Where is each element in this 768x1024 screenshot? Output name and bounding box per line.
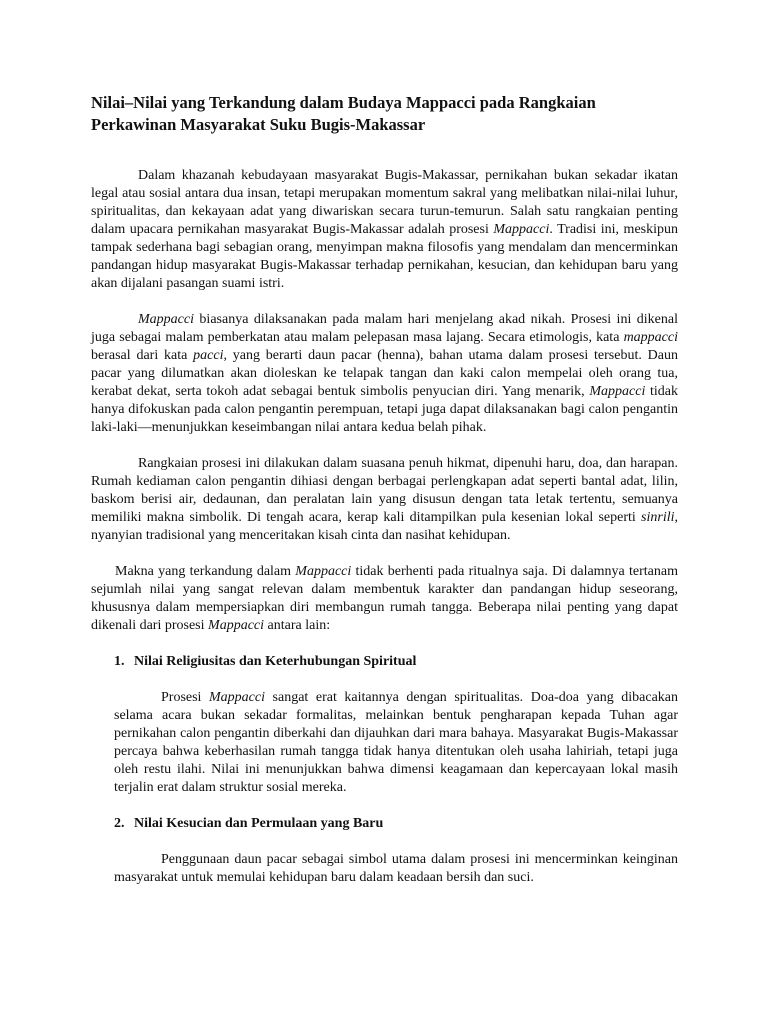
text-run: , nyanyian tradisional yang menceritakan kisah cinta dan nasihat kehidupan. — [91, 510, 678, 543]
text-run: , yang berarti daun pacar (henna), bahan utama dalam prosesi tersebut. Daun pacar yang dilumatkan akan dioleskan ke telapak tangan dan kaki calon mempelai oleh orang tua, kerabat dekat, serta tokoh adat sebagai bentuk simbolis penyucian diri. Yang menarik, — [91, 348, 678, 399]
section-kesucian — [91, 815, 678, 887]
italic-term: sinrili — [641, 510, 675, 525]
italic-term: Mappacci — [589, 384, 646, 399]
paragraph-ceremony — [91, 455, 678, 545]
text-run: Dalam khazanah kebudayaan masyarakat Bugis-Makassar, pernikahan bukan sekadar ikatan legal atau sosial antara dua insan, tetapi merupakan momentum sakral yang melibatkan nilai-nilai luhur, spiritualitas, dan kekayaan adat yang diwariskan secara turun-temurun. Salah satu rangkaian penting dalam upacara pernikahan masyarakat Bugis-Makassar adalah prosesi — [91, 168, 678, 237]
section-title: Nilai Kesucian dan Permulaan yang Baru — [134, 816, 384, 831]
section-heading — [113, 653, 678, 671]
section-number: 1. — [114, 654, 125, 669]
paragraph-values-intro — [91, 563, 678, 635]
document-title: Nilai–Nilai yang Terkandung dalam Budaya Mappacci pada Rangkaian Perkawinan Masyarakat Suku Bugis-Makassar — [91, 93, 596, 134]
paragraph-intro — [91, 167, 678, 293]
italic-term: pacci — [193, 348, 224, 363]
text-run: antara lain: — [264, 618, 331, 633]
section-number: 2. — [114, 816, 125, 831]
text-run: sangat erat kaitannya dengan spiritualitas. Doa-doa yang dibacakan selama acara bukan sekadar formalitas, melainkan bentuk pengharapan kepada Tuhan agar pernikahan calon pengantin diberkahi dan dijauhkan dari mara bahaya. Masyarakat Bugis-Makassar percaya bahwa keberhasilan rumah tangga tidak hanya ditentukan oleh usaha lahiriah, tetapi juga oleh restu ilahi. Nilai ini menunjukkan bahwa dimensi keagamaan dan kepercayaan lokal masih terjalin erat dalam struktur sosial mereka. — [114, 690, 679, 795]
paragraph-definition — [91, 311, 678, 437]
text-run: berasal dari kata — [91, 348, 194, 363]
italic-term: Mappacci — [295, 564, 352, 579]
section-paragraph — [114, 689, 678, 797]
text-run: Rangkaian prosesi ini dilakukan dalam suasana penuh hikmat, dipenuhi haru, doa, dan harapan. Rumah kediaman calon pengantin dihiasi dengan berbagai perlengkapan adat seperti bantal adat, lilin, baskom berisi air, dedaunan, dan peralatan lain yang disusun dengan tata letak tertentu, semuanya memiliki makna simbolik. Di tengah acara, kerap kali ditampilkan pula kesenian lokal seperti — [91, 456, 678, 525]
italic-term: Mappacci — [209, 690, 265, 705]
text-run: Penggunaan daun pacar sebagai simbol utama dalam prosesi ini mencerminkan keinginan masyarakat untuk memulai kehidupan baru dalam keadaan bersih dan suci. — [114, 852, 678, 885]
section-paragraph — [114, 851, 678, 887]
section-title: Nilai Religiusitas dan Keterhubungan Spiritual — [134, 654, 417, 669]
section-religiusitas — [91, 653, 678, 797]
text-run: biasanya dilaksanakan pada malam hari menjelang akad nikah. Prosesi ini dikenal juga sebagai malam pemberkatan atau malam pelepasan masa lajang. Secara etimologis, kata — [91, 312, 678, 345]
italic-term: Mappacci — [138, 312, 194, 327]
section-heading — [113, 815, 678, 833]
text-run: Prosesi — [161, 690, 210, 705]
italic-term: Mappacci — [208, 618, 265, 633]
italic-term: mappacci — [623, 330, 678, 345]
text-run: tidak hanya difokuskan pada calon pengantin perempuan, tetapi juga dapat dilaksanakan bagi calon pengantin laki-laki—menunjukkan keseimbangan nilai antara kedua belah pihak. — [91, 384, 678, 435]
text-run: . Tradisi ini, meskipun tampak sederhana bagi sebagian orang, menyimpan makna filosofis yang mendalam dan mencerminkan pandangan hidup masyarakat Bugis-Makassar terhadap pernikahan, kesucian, dan kehidupan baru yang akan dijalani pasangan suami istri. — [91, 222, 678, 291]
text-run: tidak berhenti pada ritualnya saja. Di dalamnya tertanam sejumlah nilai yang sangat relevan dalam membentuk karakter dan pandangan hidup seseorang, khususnya dalam mempersiapkan diri membangun rumah tangga. Beberapa nilai penting yang dapat dikenali dari prosesi — [91, 564, 678, 633]
italic-term: Mappacci — [493, 222, 550, 237]
text-run: Makna yang terkandung dalam — [115, 564, 296, 579]
